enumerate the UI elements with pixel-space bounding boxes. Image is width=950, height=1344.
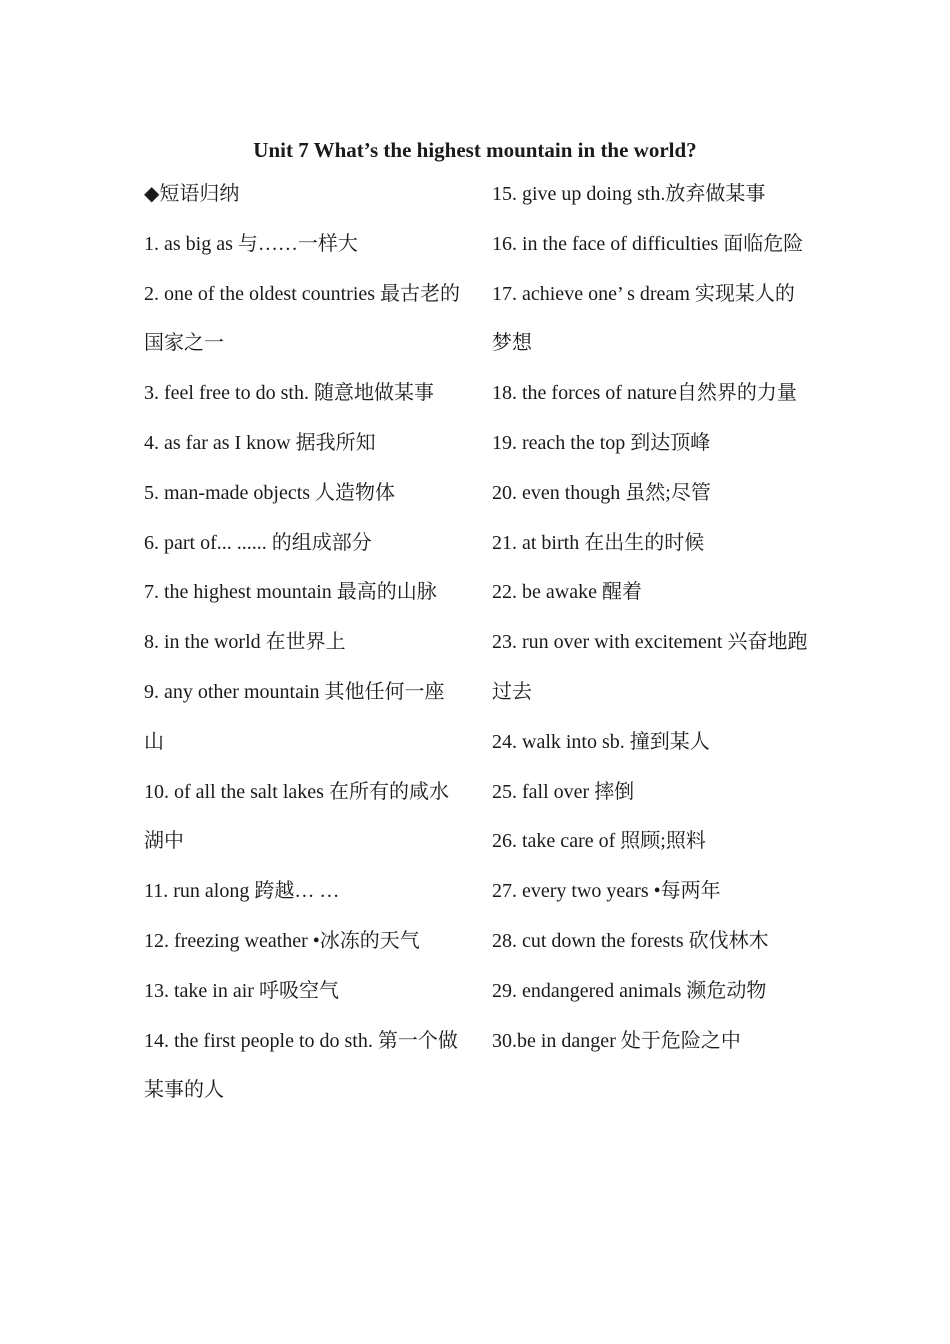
list-item: 9. any other mountain 其他任何一座山 bbox=[144, 680, 445, 753]
list-item: 20. even though 虽然;尽管 bbox=[492, 481, 711, 504]
list-item: 6. part of... ...... 的组成部分 bbox=[144, 531, 372, 554]
list-item: 29. endangered animals 濒危动物 bbox=[492, 979, 767, 1002]
list-item: 8. in the world 在世界上 bbox=[144, 631, 346, 654]
list-item: 10. of all the salt lakes 在所有的咸水湖中 bbox=[144, 780, 449, 853]
list-item: 12. freezing weather •冰冻的天气 bbox=[144, 929, 420, 952]
list-item: 15. give up doing sth.放弃做某事 bbox=[492, 183, 766, 205]
list-item: 16. in the face of difficulties 面临危险 bbox=[492, 232, 804, 255]
phrase-list-left bbox=[144, 170, 462, 1116]
list-item: 24. walk into sb. 撞到某人 bbox=[492, 730, 710, 753]
list-item: 4. as far as I know 据我所知 bbox=[144, 431, 376, 454]
list-item: 27. every two years •每两年 bbox=[492, 880, 721, 903]
list-item: 21. at birth 在出生的时候 bbox=[492, 531, 705, 554]
list-item: 1. as big as 与……一样大 bbox=[144, 232, 358, 255]
list-item: 30.be in danger 处于危险之中 bbox=[492, 1029, 741, 1052]
list-item: 5. man-made objects 人造物体 bbox=[144, 481, 396, 504]
list-item: 11. run along 跨越… … bbox=[144, 880, 340, 903]
list-item: 14. the first people to do sth. 第一个做某事的人 bbox=[144, 1029, 458, 1102]
page-title: Unit 7 What’s the highest mountain in the world? bbox=[253, 138, 697, 163]
list-item: 3. feel free to do sth. 随意地做某事 bbox=[144, 382, 434, 405]
list-item: 22. be awake 醒着 bbox=[492, 581, 642, 604]
list-item: 18. the forces of nature自然界的力量 bbox=[492, 382, 797, 405]
list-item: 13. take in air 呼吸空气 bbox=[144, 979, 339, 1002]
list-item: 23. run over with excitement 兴奋地跑过去 bbox=[492, 631, 808, 703]
list-item: 26. take care of 照顾;照料 bbox=[492, 830, 706, 853]
list-item: 7. the highest mountain 最高的山脉 bbox=[144, 581, 437, 604]
list-item: 2. one of the oldest countries 最古老的国家之一 bbox=[144, 282, 461, 355]
list-item: 28. cut down the forests 砍伐林木 bbox=[492, 929, 769, 952]
list-item: 19. reach the top 到达顶峰 bbox=[492, 431, 711, 454]
list-item: 17. achieve one’ s dream 实现某人的梦想 bbox=[492, 282, 795, 355]
list-item: 25. fall over 摔倒 bbox=[492, 780, 635, 803]
section-heading: ◆短语归纳 bbox=[144, 183, 240, 205]
phrase-list-right bbox=[492, 170, 810, 1066]
